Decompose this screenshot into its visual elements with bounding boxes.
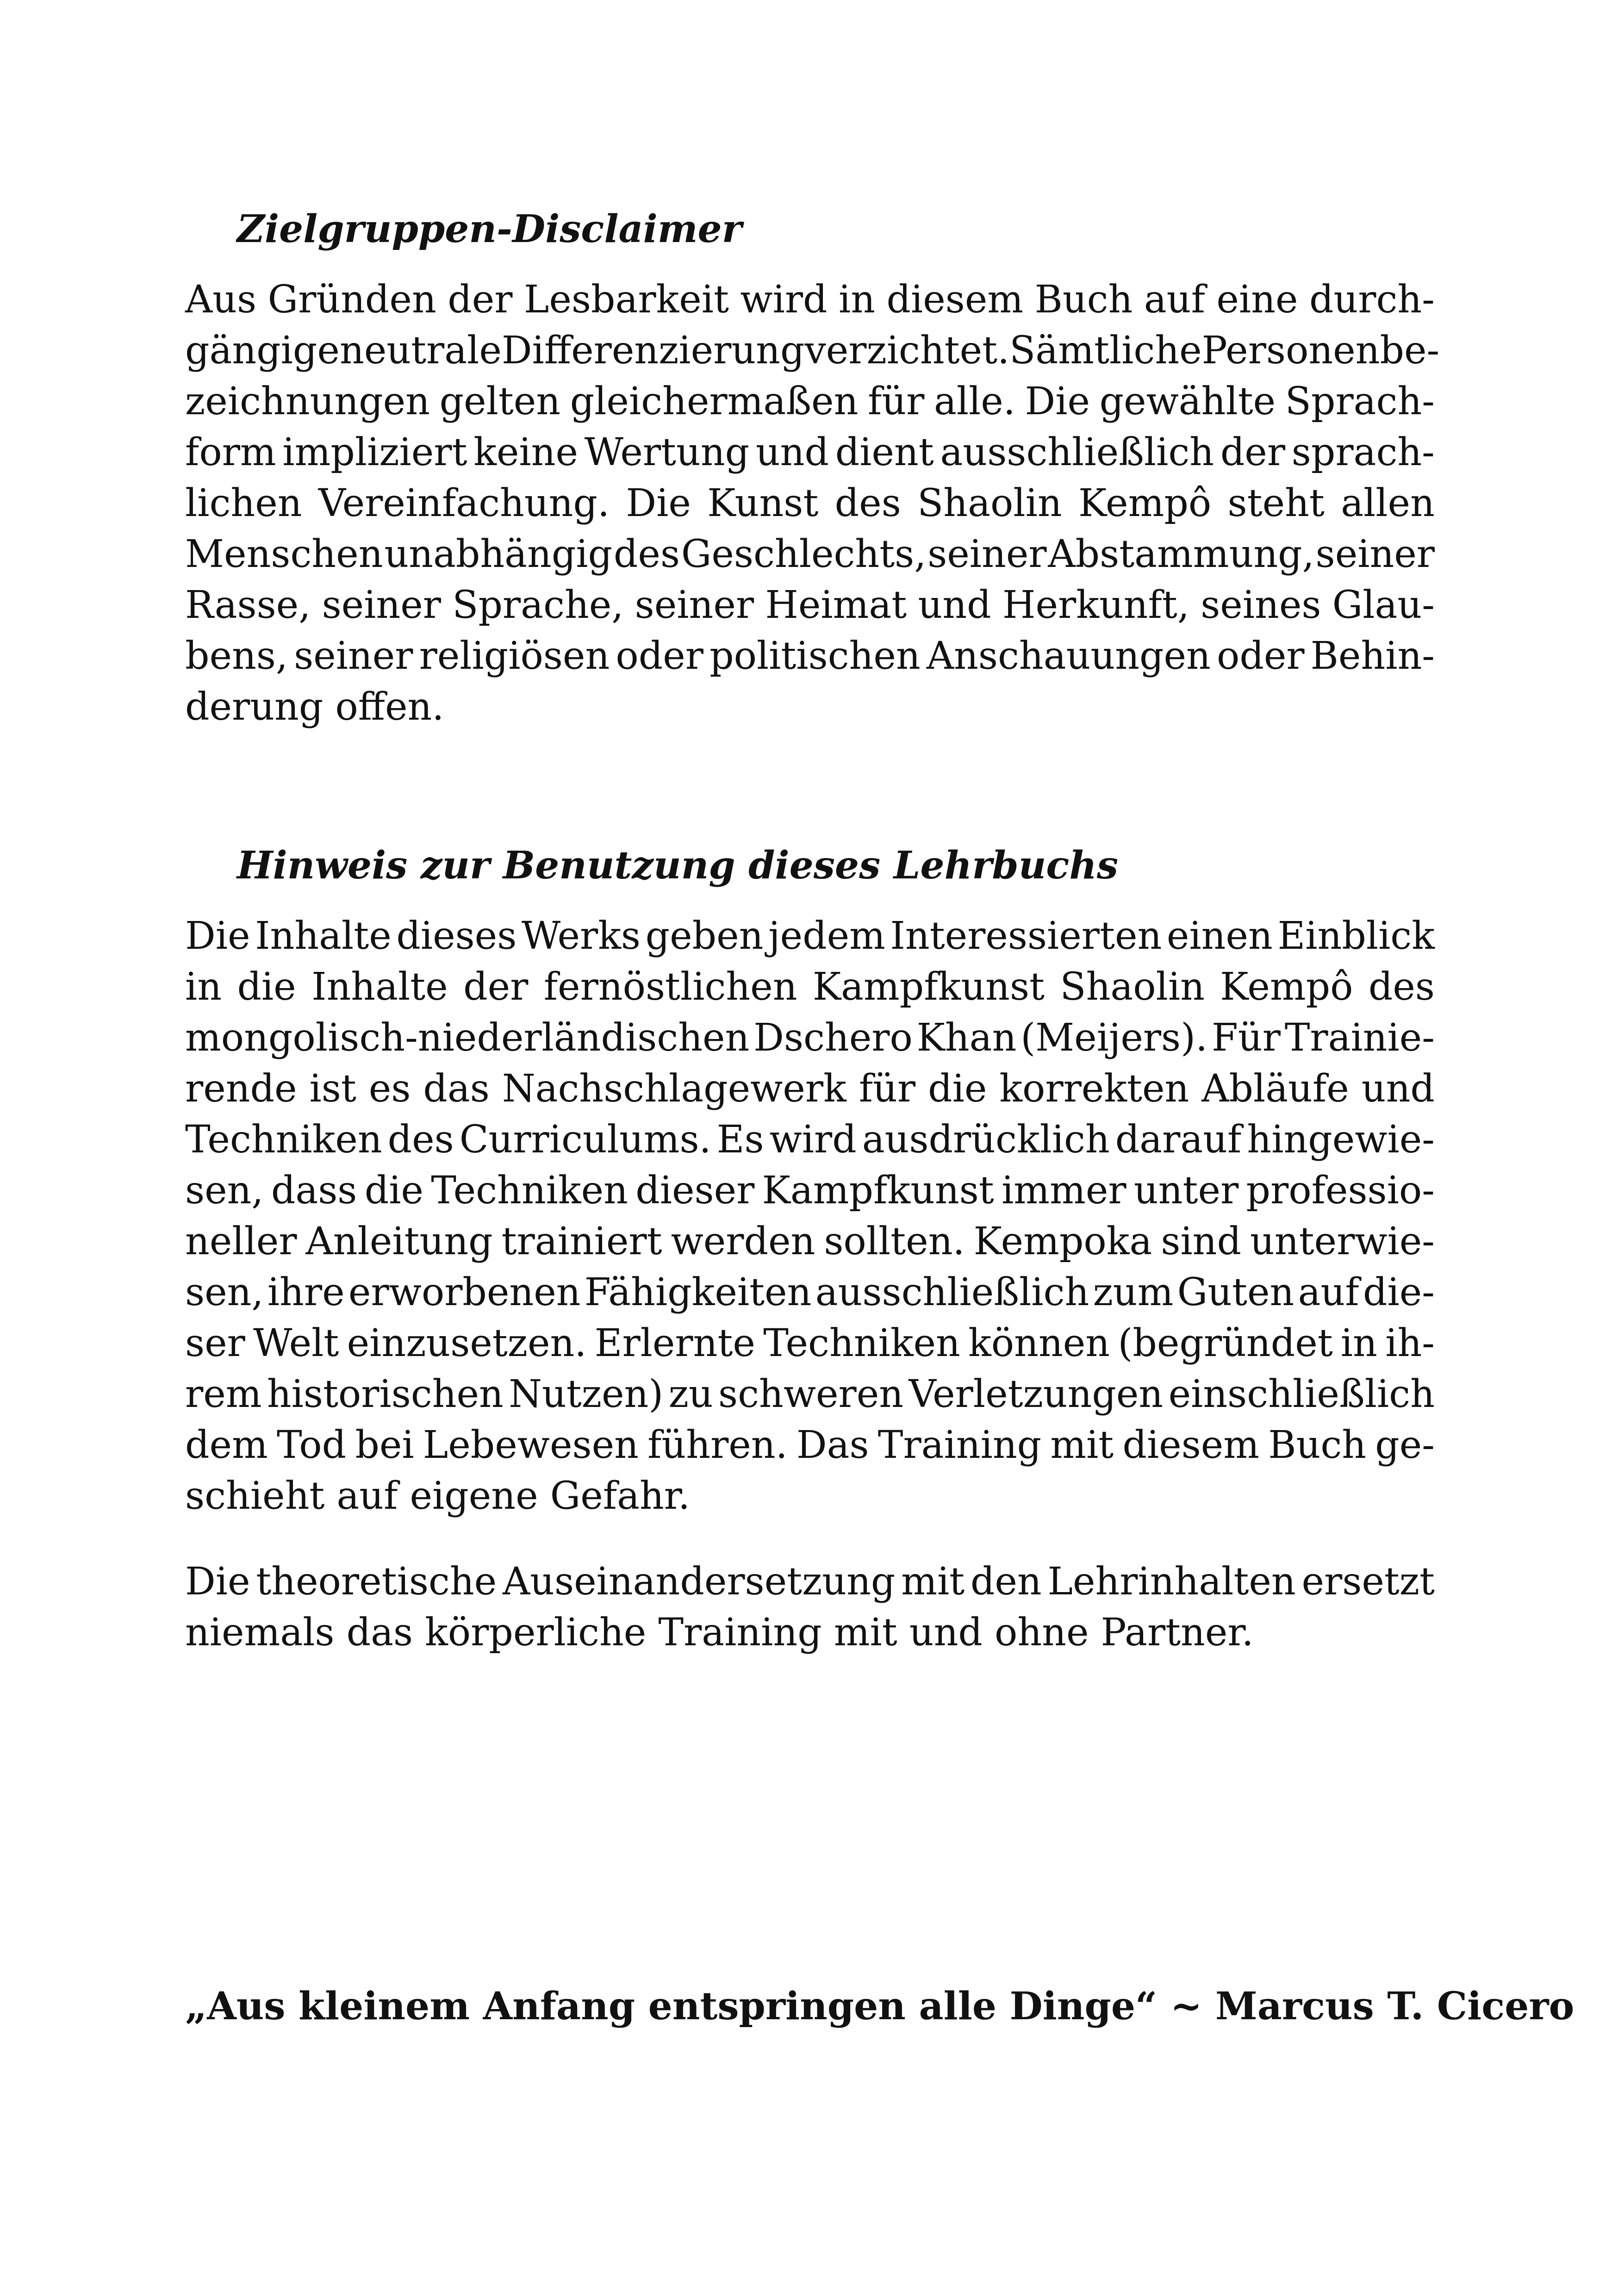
text-line	[185, 1419, 1435, 1470]
word: die	[237, 964, 296, 1009]
word: sen,	[185, 1270, 264, 1314]
word: Sprache,	[452, 583, 624, 627]
word: Das	[796, 1423, 869, 1467]
word: sprach-	[1291, 430, 1435, 474]
text-line	[185, 1318, 1435, 1369]
word: Verletzungen	[909, 1372, 1164, 1416]
word: alle.	[933, 379, 1015, 423]
word: und	[755, 430, 829, 474]
word: theoretische	[256, 1559, 497, 1604]
word: diesem	[886, 277, 1024, 322]
word: dient	[835, 430, 934, 474]
word: politischen	[709, 634, 921, 678]
word: ersetzt	[1301, 1559, 1435, 1604]
word: Die	[626, 481, 691, 525]
word: Inhalte	[255, 914, 392, 958]
word: Die	[185, 1559, 250, 1604]
word: Guten	[1177, 1270, 1294, 1314]
word: seiner	[322, 583, 441, 627]
word: werden	[671, 1219, 815, 1263]
word: Curriculums.	[459, 1117, 711, 1162]
text-line	[185, 1369, 1435, 1419]
word: eine	[1216, 277, 1298, 322]
word: in	[839, 277, 876, 322]
word: rende	[185, 1066, 297, 1111]
word: des	[1368, 964, 1435, 1009]
word: gewählte	[1099, 379, 1276, 423]
word: zu	[668, 1372, 713, 1416]
word: Inhalte	[311, 964, 448, 1009]
word: durch-	[1309, 277, 1435, 322]
word: einen	[1166, 914, 1273, 958]
word: gängige	[185, 328, 340, 373]
text-line	[185, 529, 1435, 579]
text-line	[185, 910, 1435, 961]
word: Sprach-	[1285, 379, 1435, 423]
word: und	[1361, 1066, 1435, 1111]
word: Aus	[185, 277, 257, 322]
word: des	[613, 532, 680, 576]
word: Kempô	[1078, 481, 1212, 525]
word: Für	[1211, 1015, 1281, 1060]
word: Techniken	[763, 1321, 960, 1365]
text-line	[185, 1556, 1435, 1607]
word: für	[859, 1066, 916, 1111]
word: Die	[1025, 379, 1090, 423]
word: Techniken	[431, 1168, 628, 1213]
word: Abstammung,	[1048, 532, 1314, 576]
word: Gründen	[268, 277, 436, 322]
word: ser	[185, 1321, 245, 1365]
text-line	[185, 681, 1435, 732]
word: Behin-	[1310, 634, 1435, 678]
word: sollten.	[824, 1219, 965, 1263]
text-line	[185, 1470, 1435, 1521]
word: dass	[271, 1168, 357, 1213]
word: ih-	[1385, 1321, 1435, 1365]
word: Interessierten	[890, 914, 1162, 958]
word: allen	[1341, 481, 1435, 525]
word: oder	[616, 634, 703, 678]
closing-quote: „Aus kleinem Anfang entspringen alle Dinge“ ~ Marcus T. Cicero	[185, 1984, 1574, 2028]
word: jedem	[768, 914, 885, 958]
word: keine	[473, 430, 578, 474]
word: geben	[645, 914, 764, 958]
word: unabhängig	[384, 532, 613, 576]
word: für	[867, 379, 925, 423]
section-heading-disclaimer: Zielgruppen-Disclaimer	[237, 207, 742, 251]
word: Khan	[916, 1015, 1017, 1060]
word: Kampfkunst	[812, 964, 1045, 1009]
word: trainiert	[501, 1219, 662, 1263]
word: Tod	[276, 1423, 347, 1467]
word: zum	[1093, 1270, 1174, 1314]
word: hingewie-	[1247, 1117, 1435, 1162]
word: Kempô	[1220, 964, 1353, 1009]
word: Lesbarkeit	[523, 277, 729, 322]
word: korrekten	[999, 1066, 1189, 1111]
word: seiner	[1315, 532, 1435, 576]
word: Nutzen)	[509, 1372, 664, 1416]
word: Buch	[1268, 1423, 1367, 1467]
word: dem	[185, 1423, 268, 1467]
word: Kempoka	[973, 1219, 1152, 1263]
word: die-	[1363, 1270, 1435, 1314]
word: (Meijers).	[1021, 1015, 1208, 1060]
word: seiner	[294, 634, 413, 678]
word: Nachschlagewerk	[502, 1066, 846, 1111]
word: Auseinandersetzung	[502, 1559, 896, 1604]
word: Die	[185, 914, 250, 958]
word: Training	[877, 1423, 1042, 1467]
word: Buch	[1034, 277, 1133, 322]
word: Sämtliche	[1009, 328, 1202, 373]
text-line	[185, 478, 1435, 529]
word: Es	[716, 1117, 764, 1162]
text-line	[185, 376, 1435, 427]
word: Kampfkunst	[762, 1168, 994, 1213]
word: Glau-	[1332, 583, 1435, 627]
word: form	[185, 430, 276, 474]
word: Herkunft,	[1002, 583, 1189, 627]
word: immer	[1002, 1168, 1126, 1213]
text-line	[185, 1165, 1435, 1216]
word: Differenzierung	[501, 328, 805, 373]
word: schweren	[718, 1372, 904, 1416]
word: einschließlich	[1168, 1372, 1435, 1416]
word: die	[928, 1066, 987, 1111]
word: ge-	[1375, 1423, 1435, 1467]
word: sind	[1161, 1219, 1241, 1263]
word: bei	[355, 1423, 414, 1467]
word: seiner	[635, 583, 754, 627]
text-line	[185, 1063, 1435, 1114]
word: sen,	[185, 1168, 264, 1213]
word: unter	[1133, 1168, 1239, 1213]
word: Shaolin	[1060, 964, 1205, 1009]
word: Lebewesen	[423, 1423, 639, 1467]
word: Lehrinhalten	[1047, 1559, 1296, 1604]
word: Personenbe-	[1201, 328, 1440, 373]
word: ausdrücklich	[862, 1117, 1110, 1162]
paragraph-theory-note	[185, 1556, 1435, 1658]
text-line	[185, 1216, 1435, 1267]
word: Shaolin	[917, 481, 1062, 525]
word: historischen	[267, 1372, 504, 1416]
line-text: derung offen.	[185, 684, 444, 729]
word: oder	[1216, 634, 1305, 678]
word: impliziert	[282, 430, 467, 474]
word: Abläufe	[1201, 1066, 1349, 1111]
word: Trainie-	[1284, 1015, 1435, 1060]
word: in	[185, 964, 222, 1009]
word: fernöstlichen	[543, 964, 797, 1009]
text-line	[185, 274, 1435, 325]
word: in	[1340, 1321, 1377, 1365]
word: neller	[185, 1219, 297, 1263]
word: den	[970, 1559, 1042, 1604]
word: ausschließlich	[815, 1270, 1089, 1314]
word: verzichtet.	[804, 328, 1010, 373]
word: seines	[1201, 583, 1321, 627]
word: gelten	[439, 379, 561, 423]
word: wird	[769, 1117, 857, 1162]
word: steht	[1227, 481, 1325, 525]
word: einzusetzen.	[347, 1321, 587, 1365]
word: Fähigkeiten	[584, 1270, 812, 1314]
word: (begründet	[1118, 1321, 1333, 1365]
word: Techniken	[185, 1117, 382, 1162]
word: das	[423, 1066, 490, 1111]
word: auf	[1144, 277, 1205, 322]
word: erworbenen	[348, 1270, 581, 1314]
text-line	[185, 1607, 1435, 1658]
word: neutrale	[339, 328, 502, 373]
word: religiösen	[419, 634, 610, 678]
word: dieses	[396, 914, 517, 958]
word: der	[448, 277, 513, 322]
word: lichen	[185, 481, 302, 525]
word: rem	[185, 1372, 262, 1416]
word: Anleitung	[305, 1219, 493, 1263]
paragraph-disclaimer	[185, 274, 1440, 732]
word: zeichnungen	[185, 379, 430, 423]
word: Einblick	[1277, 914, 1435, 958]
word: wird	[740, 277, 828, 322]
word: der	[1220, 430, 1286, 474]
word: und	[918, 583, 991, 627]
word: es	[368, 1066, 411, 1111]
text-line	[185, 630, 1435, 681]
word: diesem	[1122, 1423, 1260, 1467]
word: mit	[901, 1559, 965, 1604]
text-line	[185, 1114, 1435, 1165]
word: darauf	[1115, 1117, 1242, 1162]
text-line	[185, 427, 1435, 478]
word: des	[834, 481, 901, 525]
word: dieser	[635, 1168, 755, 1213]
word: Geschlechts,	[681, 532, 927, 576]
word: auf	[1298, 1270, 1359, 1314]
text-line	[185, 325, 1440, 376]
word: führen.	[647, 1423, 788, 1467]
word: ausschließlich	[940, 430, 1214, 474]
word: Welt	[253, 1321, 339, 1365]
word: Werks	[521, 914, 641, 958]
word: mit	[1050, 1423, 1114, 1467]
word: Rasse,	[185, 583, 311, 627]
word: gleichermaßen	[570, 379, 859, 423]
word: seiner	[927, 532, 1047, 576]
word: professio-	[1246, 1168, 1435, 1213]
word: ist	[309, 1066, 356, 1111]
word: Dschero	[753, 1015, 913, 1060]
text-line	[185, 1267, 1435, 1318]
text-line	[185, 961, 1435, 1012]
word: Anschauungen	[926, 634, 1211, 678]
line-text: schieht auf eigene Gefahr.	[185, 1474, 691, 1518]
word: Vereinfachung.	[318, 481, 610, 525]
word: Heimat	[765, 583, 907, 627]
word: Menschen	[185, 532, 383, 576]
word: unterwie-	[1250, 1219, 1435, 1263]
word: des	[387, 1117, 454, 1162]
word: bens,	[185, 634, 288, 678]
section-heading-usage-note: Hinweis zur Benutzung dieses Lehrbuchs	[237, 843, 1119, 888]
word: der	[463, 964, 529, 1009]
word: mongolisch-niederländischen	[185, 1015, 750, 1060]
word: ihre	[267, 1270, 345, 1314]
word: die	[364, 1168, 423, 1213]
word: Wertung	[584, 430, 750, 474]
word: Kunst	[707, 481, 819, 525]
text-line	[185, 579, 1435, 630]
line-text: niemals das körperliche Training mit und ohne Partner.	[185, 1610, 1254, 1655]
paragraph-usage-note	[185, 910, 1435, 1521]
word: können	[968, 1321, 1110, 1365]
word: Erlernte	[594, 1321, 755, 1365]
text-line	[185, 1012, 1435, 1063]
